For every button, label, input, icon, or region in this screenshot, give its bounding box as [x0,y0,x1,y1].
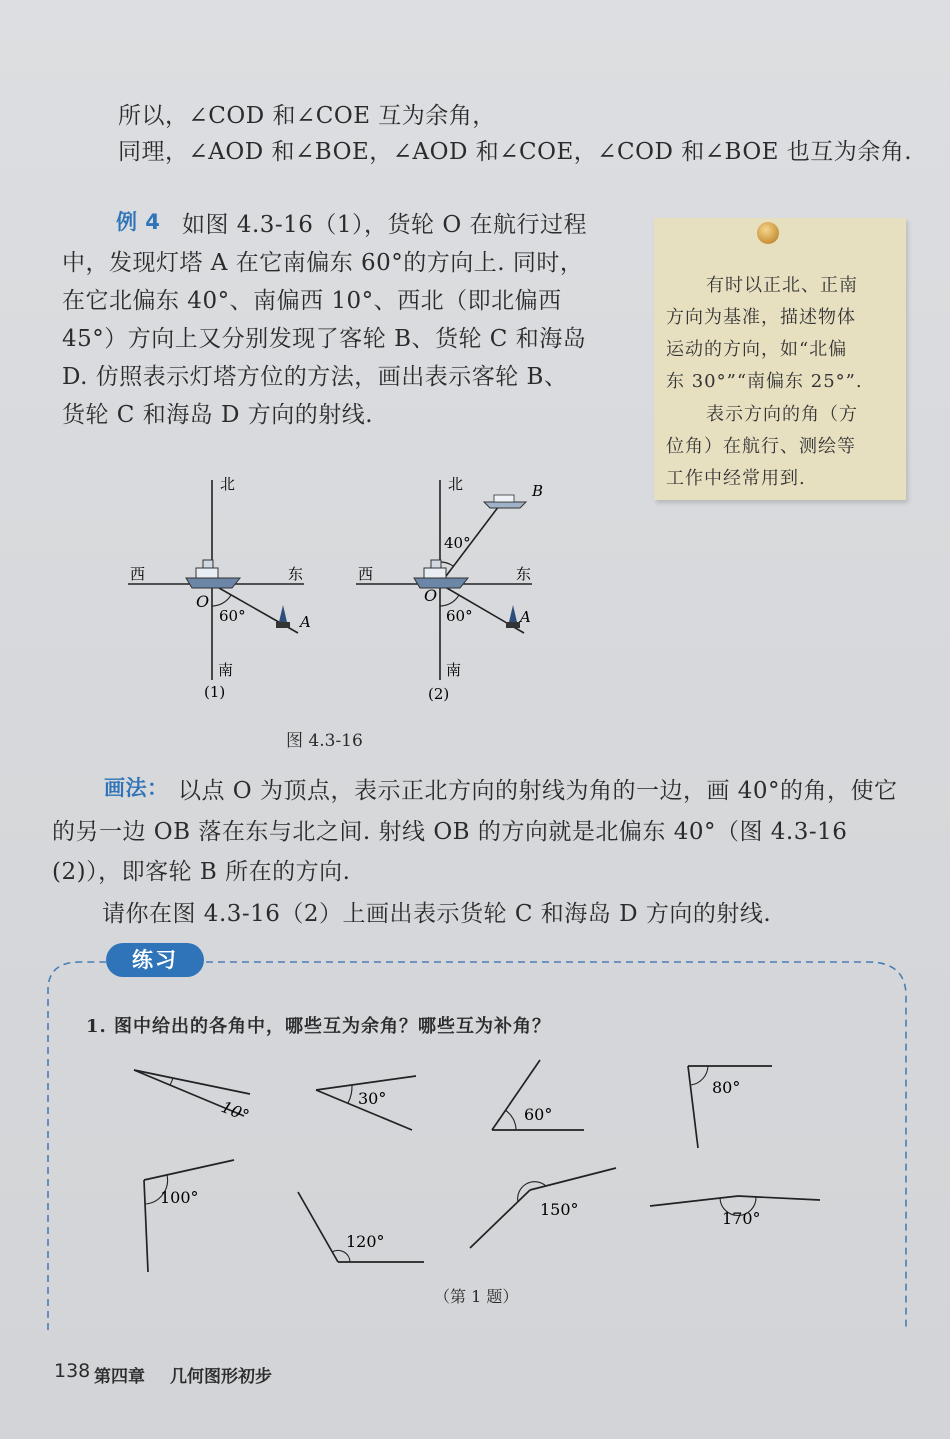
method-line-1: 以点 O 为顶点，表示正北方向的射线为角的一边，画 40°的角，使它 [178,778,898,804]
method-line-2: 的另一边 OB 落在东与北之间. 射线 OB 的方向就是北偏东 40°（图 4.3-16 [52,819,848,845]
method-label: 画法： [104,776,169,800]
note-line-6: 位角）在航行、测绘等 [666,436,856,457]
angle-label-120: 120° [346,1232,385,1251]
angle-label-150: 150° [540,1200,579,1219]
example-line-1: 如图 4.3-16（1），货轮 O 在航行过程 [182,212,588,238]
sub-label-1: (1) [204,683,226,701]
example-line-2: 中，发现灯塔 A 在它南偏东 60°的方向上. 同时， [62,250,584,276]
passenger-ship-icon [484,495,526,508]
angle-label-80: 80° [712,1078,741,1097]
west-label: 西 [130,565,146,583]
page-number: 138 [54,1360,91,1382]
ship-icon [414,560,468,588]
angles-figure [0,1050,950,1290]
angle-40-label: 40° [444,534,471,552]
note-line-7: 工作中经常用到. [666,468,806,489]
angle-label-170: 170° [722,1209,761,1228]
top-line-1: 所以，∠COD 和∠COE 互为余角， [118,103,496,129]
figure-1 [128,475,311,701]
north-label: 北 [220,475,236,493]
angle-label-60: 60° [524,1105,553,1124]
origin-label: O [196,592,210,611]
example-label: 例 4 [116,210,161,234]
angle-label-30: 30° [358,1089,387,1108]
chapter-title: 几何图形初步 [170,1367,272,1387]
direction-figure [0,460,950,720]
note-line-1: 有时以正北、正南 [706,275,858,296]
exercise-title: 练习 [106,943,204,977]
angle-label-10: 10° [218,1097,252,1126]
method-line-3: (2)），即客轮 B 所在的方向. [52,859,351,885]
lighthouse-icon [506,605,520,628]
example-line-3: 在它北偏东 40°、南偏西 10°、西北（即北偏西 [62,288,562,314]
figure-2 [356,475,543,703]
example-line-5: D. 仿照表示灯塔方位的方法，画出表示客轮 B、 [62,364,568,390]
method-line-4: 请你在图 4.3-16（2）上画出表示货轮 C 和海岛 D 方向的射线. [102,901,772,927]
note-line-2: 方向为基准，描述物体 [666,307,856,328]
south-label: 南 [218,661,234,679]
ship-icon [186,560,240,588]
figure-caption: 图 4.3-16 [286,731,363,751]
a-label: A [520,608,531,626]
example-line-4: 45°）方向上又分别发现了客轮 B、货轮 C 和海岛 [62,326,587,352]
pin-icon [757,222,779,244]
note-line-5: 表示方向的角（方 [706,404,858,425]
b-label: B [532,482,544,500]
sub-label-2: (2) [428,685,450,703]
top-line-2: 同理，∠AOD 和∠BOE，∠AOD 和∠COE，∠COD 和∠BOE 也互为余角. [118,139,913,165]
angle-60-label: 60° [446,607,473,625]
example-line-6: 货轮 C 和海岛 D 方向的射线. [62,402,374,428]
note-line-3: 运动的方向，如“北偏 [666,339,848,360]
note-line-4: 东 30°”“南偏东 25°”. [666,371,863,392]
exercise-caption: （第 1 题） [434,1287,519,1306]
lighthouse-icon [276,605,290,628]
angle-label-100: 100° [160,1188,199,1207]
west-label: 西 [358,565,374,583]
origin-label: O [424,586,438,605]
a-label: A [300,613,311,631]
chapter-label: 第四章 [94,1367,145,1387]
east-label: 东 [288,565,304,583]
angle-60-label: 60° [219,607,246,625]
exercise-question: 1. 图中给出的各角中，哪些互为余角？哪些互为补角？ [86,1016,552,1037]
north-label: 北 [448,475,464,493]
south-label: 南 [446,661,462,679]
east-label: 东 [516,565,532,583]
